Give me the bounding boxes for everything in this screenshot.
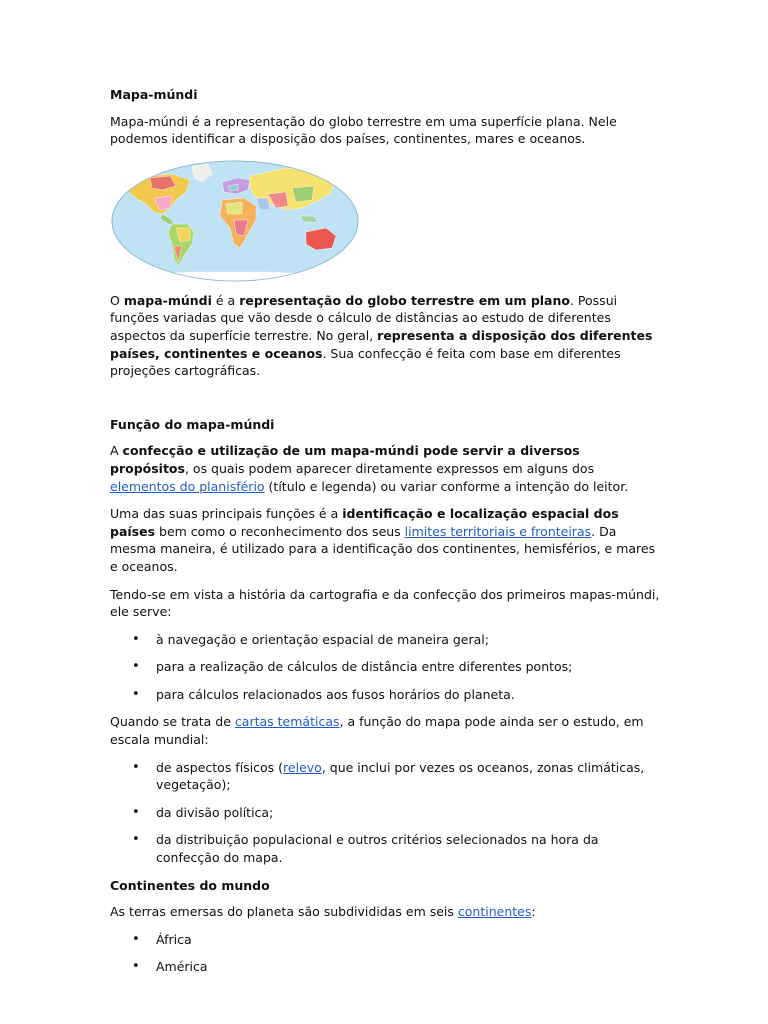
world-map-image xyxy=(110,158,360,284)
bullet-list-escala-mundial xyxy=(110,759,660,867)
link-continentes[interactable]: continentes xyxy=(457,904,532,920)
paragraph-cartas-tematicas: Quando se trata de cartas temáticas, a função do mapa pode ainda ser o estudo, em escala mundial: xyxy=(110,714,644,748)
title-mapa-mundi: Mapa-múndi xyxy=(110,87,198,102)
document-body xyxy=(110,86,660,986)
list-item: • à navegação e orientação espacial de maneira geral; xyxy=(110,631,660,649)
heading-continentes-do-mundo: Continentes do mundo xyxy=(110,877,270,893)
link-relevo[interactable]: relevo xyxy=(283,759,322,775)
list-item: • de aspectos físicos (relevo, que inclui por vezes os oceanos, zonas climáticas, vegetação); xyxy=(110,759,660,794)
link-elementos-do-planisferio[interactable]: elementos do planisfério xyxy=(110,478,265,494)
list-item: • África xyxy=(110,931,660,949)
link-limites-territoriais[interactable]: limites territoriais e fronteiras xyxy=(404,523,592,539)
section-spacer xyxy=(110,390,660,416)
link-cartas-tematicas[interactable]: cartas temáticas xyxy=(234,714,340,730)
list-item: • América xyxy=(110,958,660,976)
paragraph-historia-cartografia: Tendo-se em vista a história da cartografia e da confecção dos primeiros mapas-múndi, ele serve: xyxy=(110,586,660,620)
paragraph-funcao: A confecção e utilização de um mapa-múndi pode servir a diversos propósitos, os quais podem aparecer diretamente expressos em alguns dos elementos do planisfério (título e legenda) ou variar conforme a intenção do leitor. xyxy=(110,443,629,494)
list-item: • da distribuição populacional e outros critérios selecionados na hora da confecção do mapa. xyxy=(110,831,660,866)
intro-paragraph: Mapa-múndi é a representação do globo terrestre em uma superfície plana. Nele podemos identificar a disposição dos países, continentes, mares e oceanos. xyxy=(110,113,617,147)
bullet-list-usos xyxy=(110,631,660,704)
paragraph-mapa-mundi-definition: O mapa-múndi é a representação do globo terrestre em um plano. Possui funções variadas que vão desde o cálculo de distâncias ao estudo de diferentes aspectos da superfície terrestre. No geral, representa a disposição dos diferentes países, continentes e oceanos. Sua confecção é feita com base em diferentes projeções cartográficas. xyxy=(110,292,653,379)
list-item: • para a realização de cálculos de distância entre diferentes pontos; xyxy=(110,658,660,676)
paragraph-principais-funcoes: Uma das suas principais funções é a identificação e localização espacial dos países bem como o reconhecimento dos seus limites territoriais e fronteiras. Da mesma maneira, é utilizado para a identificação dos continentes, hemisférios, e mares e oceanos. xyxy=(110,506,656,574)
list-item: • da divisão política; xyxy=(110,804,660,822)
heading-funcao-mapa-mundi: Função do mapa-múndi xyxy=(110,416,275,432)
paragraph-terras-emersas: As terras emersas do planeta são subdivididas em seis continentes: xyxy=(110,904,536,920)
list-item: • para cálculos relacionados aos fusos horários do planeta. xyxy=(110,686,660,704)
bullet-list-continentes xyxy=(110,931,660,976)
